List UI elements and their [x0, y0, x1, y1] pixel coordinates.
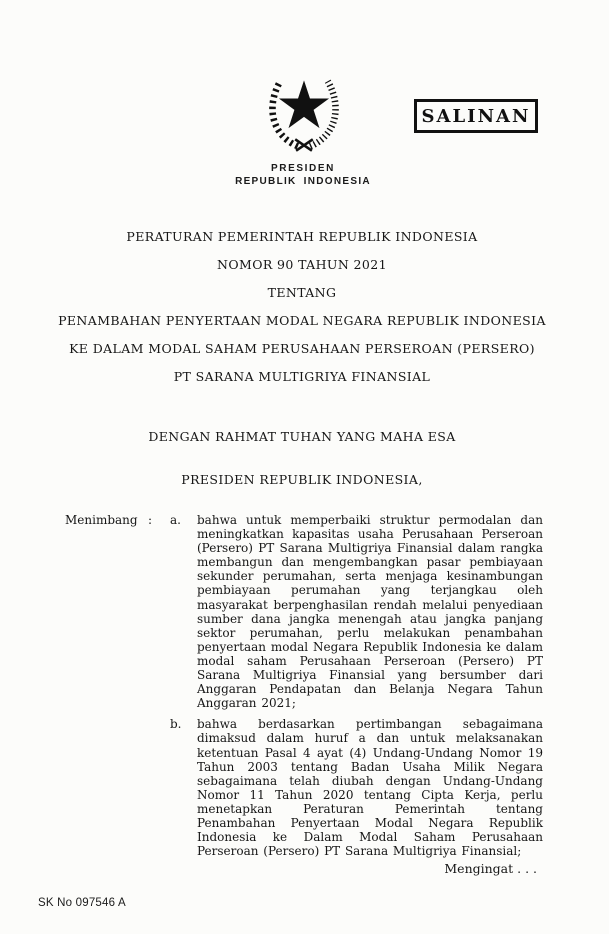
item-text: bahwa untuk memperbaiki struktur permodalan dan meningkatkan kapasitas usaha Perusahaan Perseroan (Persero) PT Sarana Multigriya Finansial dalam rangka membangun dan mengembangkan pasar pembiayaan sekunder perumahan, serta menjaga kesinambungan pembiayaan perumahan yang terjangkau oleh masyarakat berpenghasilan rendah melalui penyediaan sumber dana jangka menengah atau jangka panjang sektor perumahan, perlu melakukan penambahan penyertaan modal Negara Republik Indonesia ke dalam modal saham Perusahaan Perseroan (Persero) PT Sarana Multigriya Finansial yang bersumber dari Anggaran Pendapatan dan Belanja Negara Tahun Anggaran 2021;: [197, 513, 543, 711]
authority-line: PRESIDEN REPUBLIK INDONESIA,: [181, 472, 423, 487]
item-marker: b.: [170, 717, 182, 732]
tentang-label: TENTANG: [267, 285, 337, 300]
menimbang-separator: :: [148, 513, 153, 527]
consideration-item-b: [170, 717, 543, 858]
title-block: [0, 229, 604, 397]
consideration-items: [170, 513, 543, 865]
subject-line-1: PENAMBAHAN PENYERTAAN MODAL NEGARA REPUBLIK INDONESIA: [58, 313, 546, 328]
catchword-mengingat: Mengingat . . .: [444, 861, 537, 876]
star-wreath-icon: [260, 70, 348, 154]
letterhead-presiden: PRESIDEN: [271, 163, 335, 174]
letterhead: [0, 162, 606, 188]
considerations-section: [65, 513, 543, 865]
consideration-item-a: [170, 513, 543, 710]
regulation-title: PERATURAN PEMERINTAH REPUBLIK INDONESIA: [126, 229, 478, 244]
invocation-line: DENGAN RAHMAT TUHAN YANG MAHA ESA: [148, 429, 456, 444]
letterhead-republik-indonesia: REPUBLIK INDONESIA: [235, 176, 371, 187]
subject-line-3: PT SARANA MULTIGRIYA FINANSIAL: [173, 369, 431, 384]
presidential-emblem: [260, 70, 348, 154]
registration-number: SK No 097546 A: [38, 897, 126, 909]
salinan-stamp: SALINAN: [414, 99, 538, 133]
item-marker: a.: [170, 513, 181, 527]
regulation-number: NOMOR 90 TAHUN 2021: [217, 257, 387, 272]
menimbang-label: Menimbang: [65, 513, 138, 527]
item-text: bahwa berdasarkan pertimbangan sebagaimana dimaksud dalam huruf a dan untuk melaksanakan ketentuan Pasal 4 ayat (4) Undang-Undang Nomor 19 Tahun 2003 tentang Badan Usaha Milik Negara sebagaimana telah diubah dengan Undang-Undang Nomor 11 Tahun 2020 tentang Cipta Kerja, perlu menetapkan Peraturan Pemerintah tentang Penambahan Penyertaan Modal Negara Republik Indonesia ke Dalam Modal Saham Perusahaan Perseroan (Persero) PT Sarana Multigriya Finansial;: [197, 717, 543, 859]
subject-line-2: KE DALAM MODAL SAHAM PERUSAHAAN PERSEROAN (PERSERO): [69, 341, 535, 356]
